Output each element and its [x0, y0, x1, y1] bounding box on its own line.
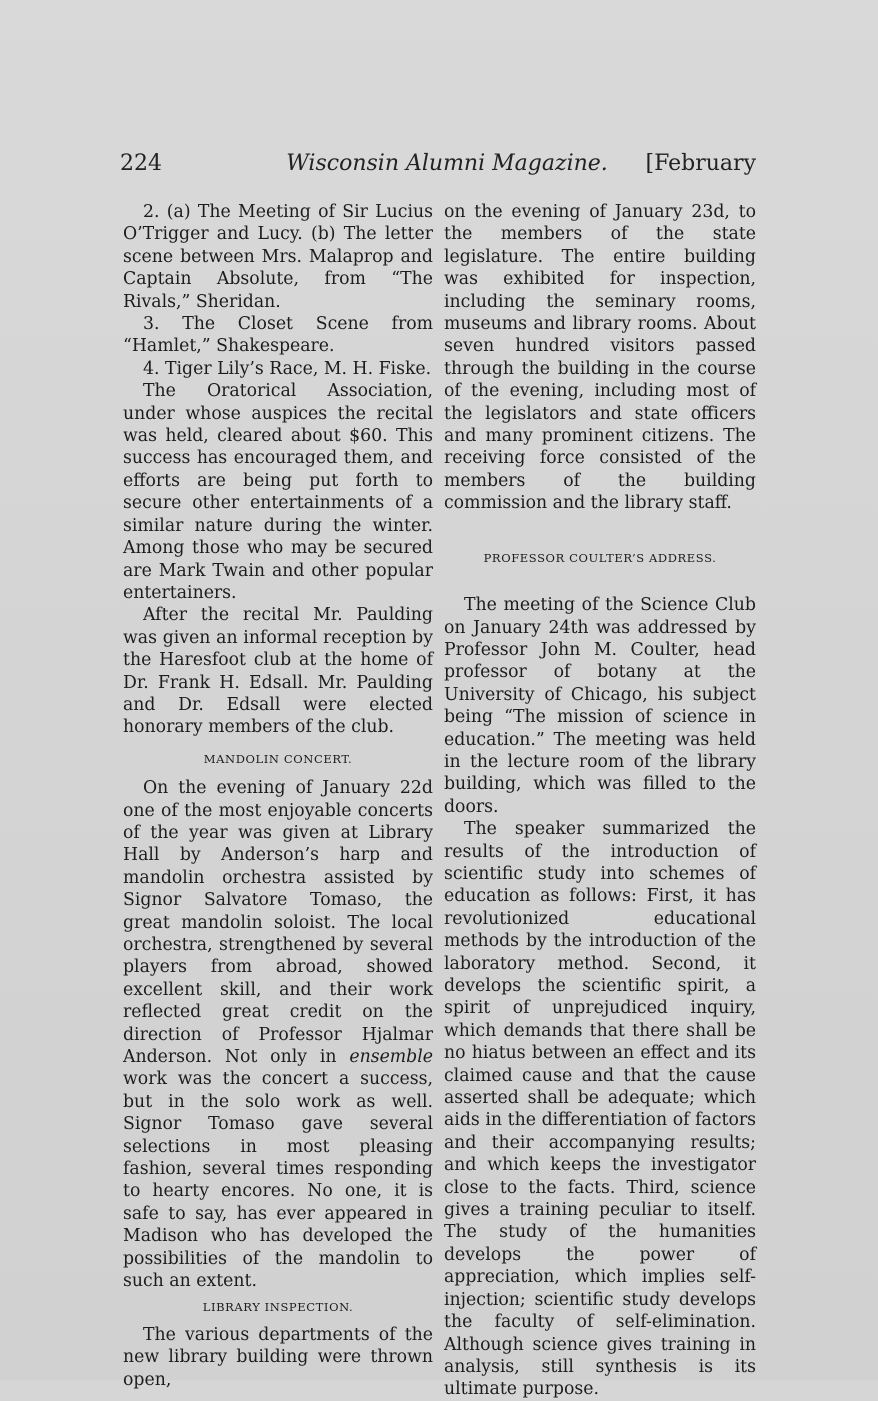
issue-month: [February	[645, 151, 756, 176]
library-paragraph-start: The various departments of the new library building were thrown open,	[123, 1324, 433, 1390]
running-header	[120, 151, 756, 183]
program-item-4: 4. Tiger Lily’s Race, M. H. Fiske.	[143, 358, 432, 379]
mandolin-text-start: On the evening of January 22d one of the most enjoyable concerts of the year was given at Library Hall by Anderson’s harp and mandolin orchestra assisted by Signor Salvatore Tomaso, the great mandolin soloist. The local orchestra, strengthened by several players from abroad, showed excellent skill, and their work reflected great credit on the direction of Professor Hjalmar Anderson. Not only in	[123, 778, 433, 1068]
journal-title: Wisconsin Alumni Magazine.	[286, 151, 608, 176]
mandolin-concert-heading: MANDOLIN CONCERT.	[203, 751, 353, 766]
ensemble-italic: ensemble	[349, 1047, 433, 1068]
oratorical-paragraph: The Oratorical Association, under whose auspices the recital was held, cleared about $60. This success has encouraged them, and efforts are being put forth to secure other entertainments of a similar nature during the winter. Among those who may be secured are Mark Twain and other popular entertainers.	[123, 381, 433, 603]
mandolin-paragraph	[123, 777, 433, 1292]
left-column	[123, 201, 433, 1391]
page-number: 224	[120, 151, 162, 176]
coulter-address-heading: PROFESSOR COULTER’S ADDRESS.	[483, 550, 717, 565]
coulter-paragraph-2: The speaker summarized the results of the introduction of scientific study into schemes of education as follows: First, it has revolutionized educational methods by the introduction of the laboratory method. Second, it develops the scientific spirit, a spirit of unprejudiced inquiry, which demands that there shall be no hiatus between an effect and its claimed cause and that the cause asserted shall be adequate; which aids in the differentiation of factors and their accompanying results; and which keeps the investigator close to the facts. Third, science gives a training peculiar to itself. The study of the humanities develops the power of appreciation, which implies self-injection; scientific study develops the faculty of self-elimination. Although science gives training in analysis, still synthesis is its ultimate purpose.	[444, 819, 756, 1400]
right-column	[444, 201, 756, 1401]
program-item-3: 3. The Closet Scene from “Hamlet,” Shakespeare.	[123, 314, 433, 357]
reception-paragraph: After the recital Mr. Paulding was given an informal reception by the Haresfoot club at the home of Dr. Frank H. Edsall. Mr. Paulding and Dr. Edsall were elected honorary members of the club.	[123, 605, 433, 738]
library-paragraph-continued: on the evening of January 23d, to the members of the state legislature. The entire building was exhibited for inspection, including the seminary rooms, museums and library rooms. About seven hundred visitors passed through the building in the course of the evening, including most of the legislators and state officers and many prominent citizens. The receiving force consisted of the members of the building commission and the library staff.	[444, 202, 756, 514]
coulter-paragraph-1: The meeting of the Science Club on January 24th was addressed by Professor John M. Coulter, head professor of botany at the University of Chicago, his subject being “The mission of science in education.” The meeting was held in the lecture room of the library building, which was filled to the doors.	[444, 595, 756, 817]
mandolin-text-end: work was the concert a success, but in the solo work as well. Signor Tomaso gave several selections in most pleasing fashion, several times responding to hearty encores. No one, it is safe to say, has ever appeared in Madison who has developed the possibilities of the mandolin to such an extent.	[123, 1069, 433, 1292]
library-inspection-heading: LIBRARY INSPECTION.	[202, 1299, 354, 1314]
program-item-2: 2. (a) The Meeting of Sir Lucius O’Trigger and Lucy. (b) The letter scene between Mrs. Malaprop and Captain Absolute, from “The Rivals,” Sheridan.	[123, 202, 433, 312]
